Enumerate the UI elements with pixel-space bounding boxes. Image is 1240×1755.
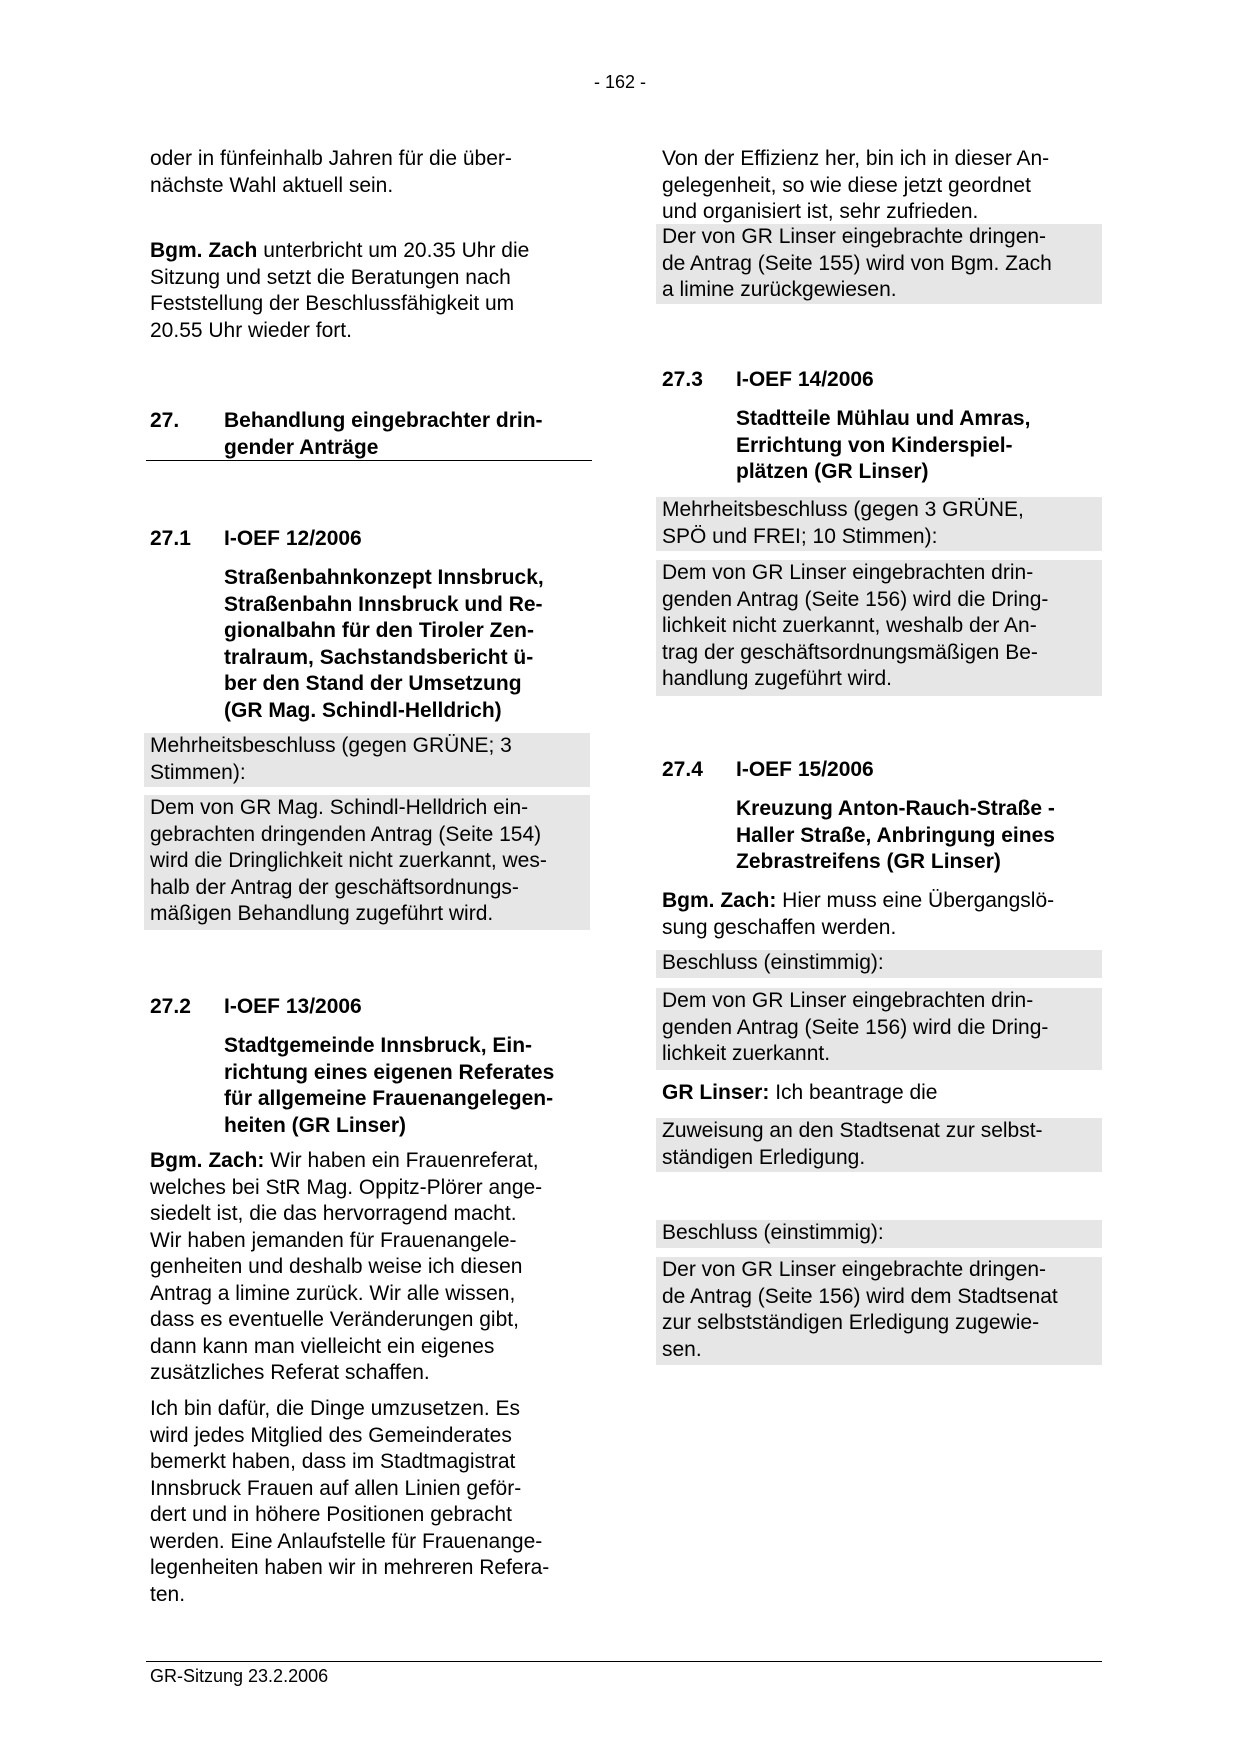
section-number: 27.2 <box>150 995 191 1018</box>
text-line: plätzen (GR Linser) <box>736 460 929 483</box>
text-line: Kreuzung Anton-Rauch-Straße - <box>736 797 1055 820</box>
text-line: werden. Eine Anlaufstelle für Frauenange- <box>150 1529 543 1553</box>
text-line: richtung eines eigenen Referates <box>224 1060 555 1084</box>
text-line: Der von GR Linser eingebrachte dringen- <box>662 225 1047 248</box>
speaker-name: GR Linser: <box>662 1081 770 1104</box>
page-number: - 162 - <box>593 72 647 92</box>
text-line: Antrag a limine zurück. Wir alle wissen, <box>150 1281 516 1305</box>
text-line: gender Anträge <box>224 435 379 459</box>
text-line: Innsbruck Frauen auf allen Linien geför- <box>150 1476 522 1500</box>
text-line: ber den Stand der Umsetzung <box>224 672 522 695</box>
section-title <box>224 408 543 461</box>
text-line: ten. <box>150 1582 186 1606</box>
text-line: Stadtgemeinde Innsbruck, Ein- <box>224 1034 533 1057</box>
text-line: Sitzung und setzt die Beratungen nach <box>150 265 511 289</box>
text-line: de Antrag (Seite 155) wird von Bgm. Zach <box>662 251 1052 275</box>
text-line: Feststellung der Beschlussfähigkeit um <box>150 292 515 315</box>
text-line: zusätzliches Referat schaffen. <box>150 1361 430 1384</box>
text-line: siedelt ist, die das hervorragend macht. <box>150 1202 517 1225</box>
section-number: 27.4 <box>662 758 703 781</box>
text-line: 20.55 Uhr wieder fort. <box>150 318 352 342</box>
text-line: halb der Antrag der geschäftsordnungs- <box>150 875 519 899</box>
text-line: trag der geschäftsordnungsmäßigen Be- <box>662 640 1038 664</box>
text-line: dert und in höhere Positionen gebracht <box>150 1503 512 1526</box>
decision-text <box>656 1257 1102 1365</box>
section-number: 27.3 <box>662 368 703 391</box>
text-line: lichkeit nicht zuerkannt, weshalb der An- <box>662 614 1037 637</box>
text-line: Stadtteile Mühlau und Amras, <box>736 407 1031 430</box>
left-paragraph-2: Bgm. Zach unterbricht um 20.35 Uhr die Sitzung und setzt die Beratungen nach Feststellung der Beschlussfähigkeit um 20.55 Uhr wieder fort. <box>146 238 596 344</box>
text-line: Dem von GR Linser eingebrachten drin- <box>662 989 1034 1012</box>
text-line: gebrachten dringenden Antrag (Seite 154) <box>150 822 542 846</box>
text-line: wird jedes Mitglied des Gemeinderates <box>150 1423 512 1447</box>
text-line: Zebrastreifens (GR Linser) <box>736 850 1001 873</box>
section-number: 27.1 <box>150 527 191 550</box>
text-line: handlung zugeführt wird. <box>662 667 892 690</box>
text-line: bemerkt haben, dass im Stadtmagistrat <box>150 1450 516 1473</box>
text-line: Behandlung eingebrachter drin- <box>224 409 543 432</box>
section-code: I-OEF 12/2006 <box>224 527 362 550</box>
text-line: dass es eventuelle Veränderungen gibt, <box>150 1308 519 1331</box>
text-line: Dem von GR Linser eingebrachten drin- <box>662 561 1034 584</box>
text-line: Ich bin dafür, die Dinge umzusetzen. Es <box>150 1397 521 1420</box>
text-line: de Antrag (Seite 156) wird dem Stadtsenat <box>662 1284 1058 1308</box>
motion-text <box>656 1118 1102 1172</box>
text-line: zur selbstständigen Erledigung zugewie- <box>662 1311 1040 1334</box>
text-line: nächste Wahl aktuell sein. <box>150 173 394 197</box>
decision-text <box>656 224 1102 304</box>
text-line: gelegenheit, so wie diese jetzt geordnet <box>662 173 1031 197</box>
vote-result <box>144 733 590 787</box>
section-code: I-OEF 13/2006 <box>224 995 362 1018</box>
text-line: Wir haben jemanden für Frauenangele- <box>150 1228 517 1252</box>
text-line: Haller Straße, Anbringung eines <box>736 823 1055 847</box>
vote-result <box>656 497 1102 551</box>
section-27-heading <box>146 408 592 462</box>
footer-rule <box>146 1661 1102 1662</box>
decision-text <box>656 988 1102 1070</box>
speaker-name: Bgm. Zach <box>150 239 258 262</box>
vote-result: Beschluss (einstimmig): <box>656 950 1102 978</box>
text-line: Der von GR Linser eingebrachte dringen- <box>662 1258 1047 1281</box>
text-line: und organisiert ist, sehr zufrieden. <box>662 200 979 223</box>
vote-result: Beschluss (einstimmig): <box>656 1220 1102 1248</box>
text-line: dann kann man vielleicht ein eigenes <box>150 1334 495 1358</box>
text-line: sung geschaffen werden. <box>662 915 897 939</box>
decision-text <box>656 560 1102 696</box>
speech-paragraph: Bgm. Zach: Hier muss eine Übergangslö- sung geschaffen werden. <box>658 888 1108 941</box>
text-line: SPÖ und FREI; 10 Stimmen): <box>662 524 938 548</box>
text-line: sen. <box>662 1337 702 1361</box>
footer-text: GR-Sitzung 23.2.2006 <box>150 1666 329 1686</box>
right-paragraph-1 <box>658 146 1108 226</box>
text-line: für allgemeine Frauenangelegen- <box>224 1087 554 1110</box>
text-line: Errichtung von Kinderspiel- <box>736 433 1013 457</box>
text-line: tralraum, Sachstandsbericht ü- <box>224 645 534 669</box>
text-line: a limine zurückgewiesen. <box>662 278 897 301</box>
speaker-name: Bgm. Zach: <box>150 1149 265 1172</box>
text-line: Straßenbahn Innsbruck und Re- <box>224 592 543 616</box>
section-code: I-OEF 15/2006 <box>736 758 874 781</box>
text-line: genden Antrag (Seite 156) wird die Dring- <box>662 1015 1049 1039</box>
speaker-name: Bgm. Zach: <box>662 889 777 912</box>
left-paragraph-2-rest <box>150 265 596 345</box>
section-number: 27. <box>150 409 180 432</box>
text-line: heiten (GR Linser) <box>224 1113 407 1137</box>
text-line: Zuweisung an den Stadtsenat zur selbst- <box>662 1119 1043 1142</box>
speech-paragraph-1: Bgm. Zach: Wir haben ein Frauenreferat, welches bei StR Mag. Oppitz-Plörer ange- siedelt ist, die das hervorragend macht. Wir haben jemanden für Frauenangele- genheiten und deshalb weise ich diesen Antrag a limine zurück. Wir alle wissen, dass es eventuelle Veränderungen gibt, dann kann man vielleicht ein eigenes zusätzliches Referat schaffen. <box>146 1148 596 1387</box>
left-paragraph-1 <box>146 146 596 199</box>
section-code: I-OEF 14/2006 <box>736 368 874 391</box>
text-line: mäßigen Behandlung zugeführt wird. <box>150 902 494 925</box>
text-line: Mehrheitsbeschluss (gegen 3 GRÜNE, <box>662 498 1024 521</box>
text-line: Mehrheitsbeschluss (gegen GRÜNE; 3 <box>150 734 512 757</box>
text-line: genden Antrag (Seite 156) wird die Dring- <box>662 587 1049 611</box>
speech-paragraph: GR Linser: Ich beantrage die <box>662 1081 938 1104</box>
text-line: Von der Effizienz her, bin ich in dieser An- <box>662 147 1050 170</box>
text-line: legenheiten haben wir in mehreren Refera- <box>150 1556 550 1579</box>
text-line: ständigen Erledigung. <box>662 1145 866 1169</box>
text-line: Straßenbahnkonzept Innsbruck, <box>224 566 544 589</box>
decision-text <box>144 795 590 930</box>
text-line: gionalbahn für den Tiroler Zen- <box>224 619 534 642</box>
section-rule <box>146 460 592 461</box>
speech-paragraph-2 <box>146 1396 596 1608</box>
text-line: Stimmen): <box>150 760 246 784</box>
text-line: Dem von GR Mag. Schindl-Helldrich ein- <box>150 796 529 819</box>
text-line: genheiten und deshalb weise ich diesen <box>150 1255 523 1278</box>
text-line: oder in fünfeinhalb Jahren für die über- <box>150 147 512 170</box>
text-line: lichkeit zuerkannt. <box>662 1042 831 1065</box>
text-line: (GR Mag. Schindl-Helldrich) <box>224 698 502 722</box>
text-line: welches bei StR Mag. Oppitz-Plörer ange- <box>150 1175 543 1199</box>
text-line: wird die Dringlichkeit nicht zuerkannt, wes- <box>150 849 547 872</box>
